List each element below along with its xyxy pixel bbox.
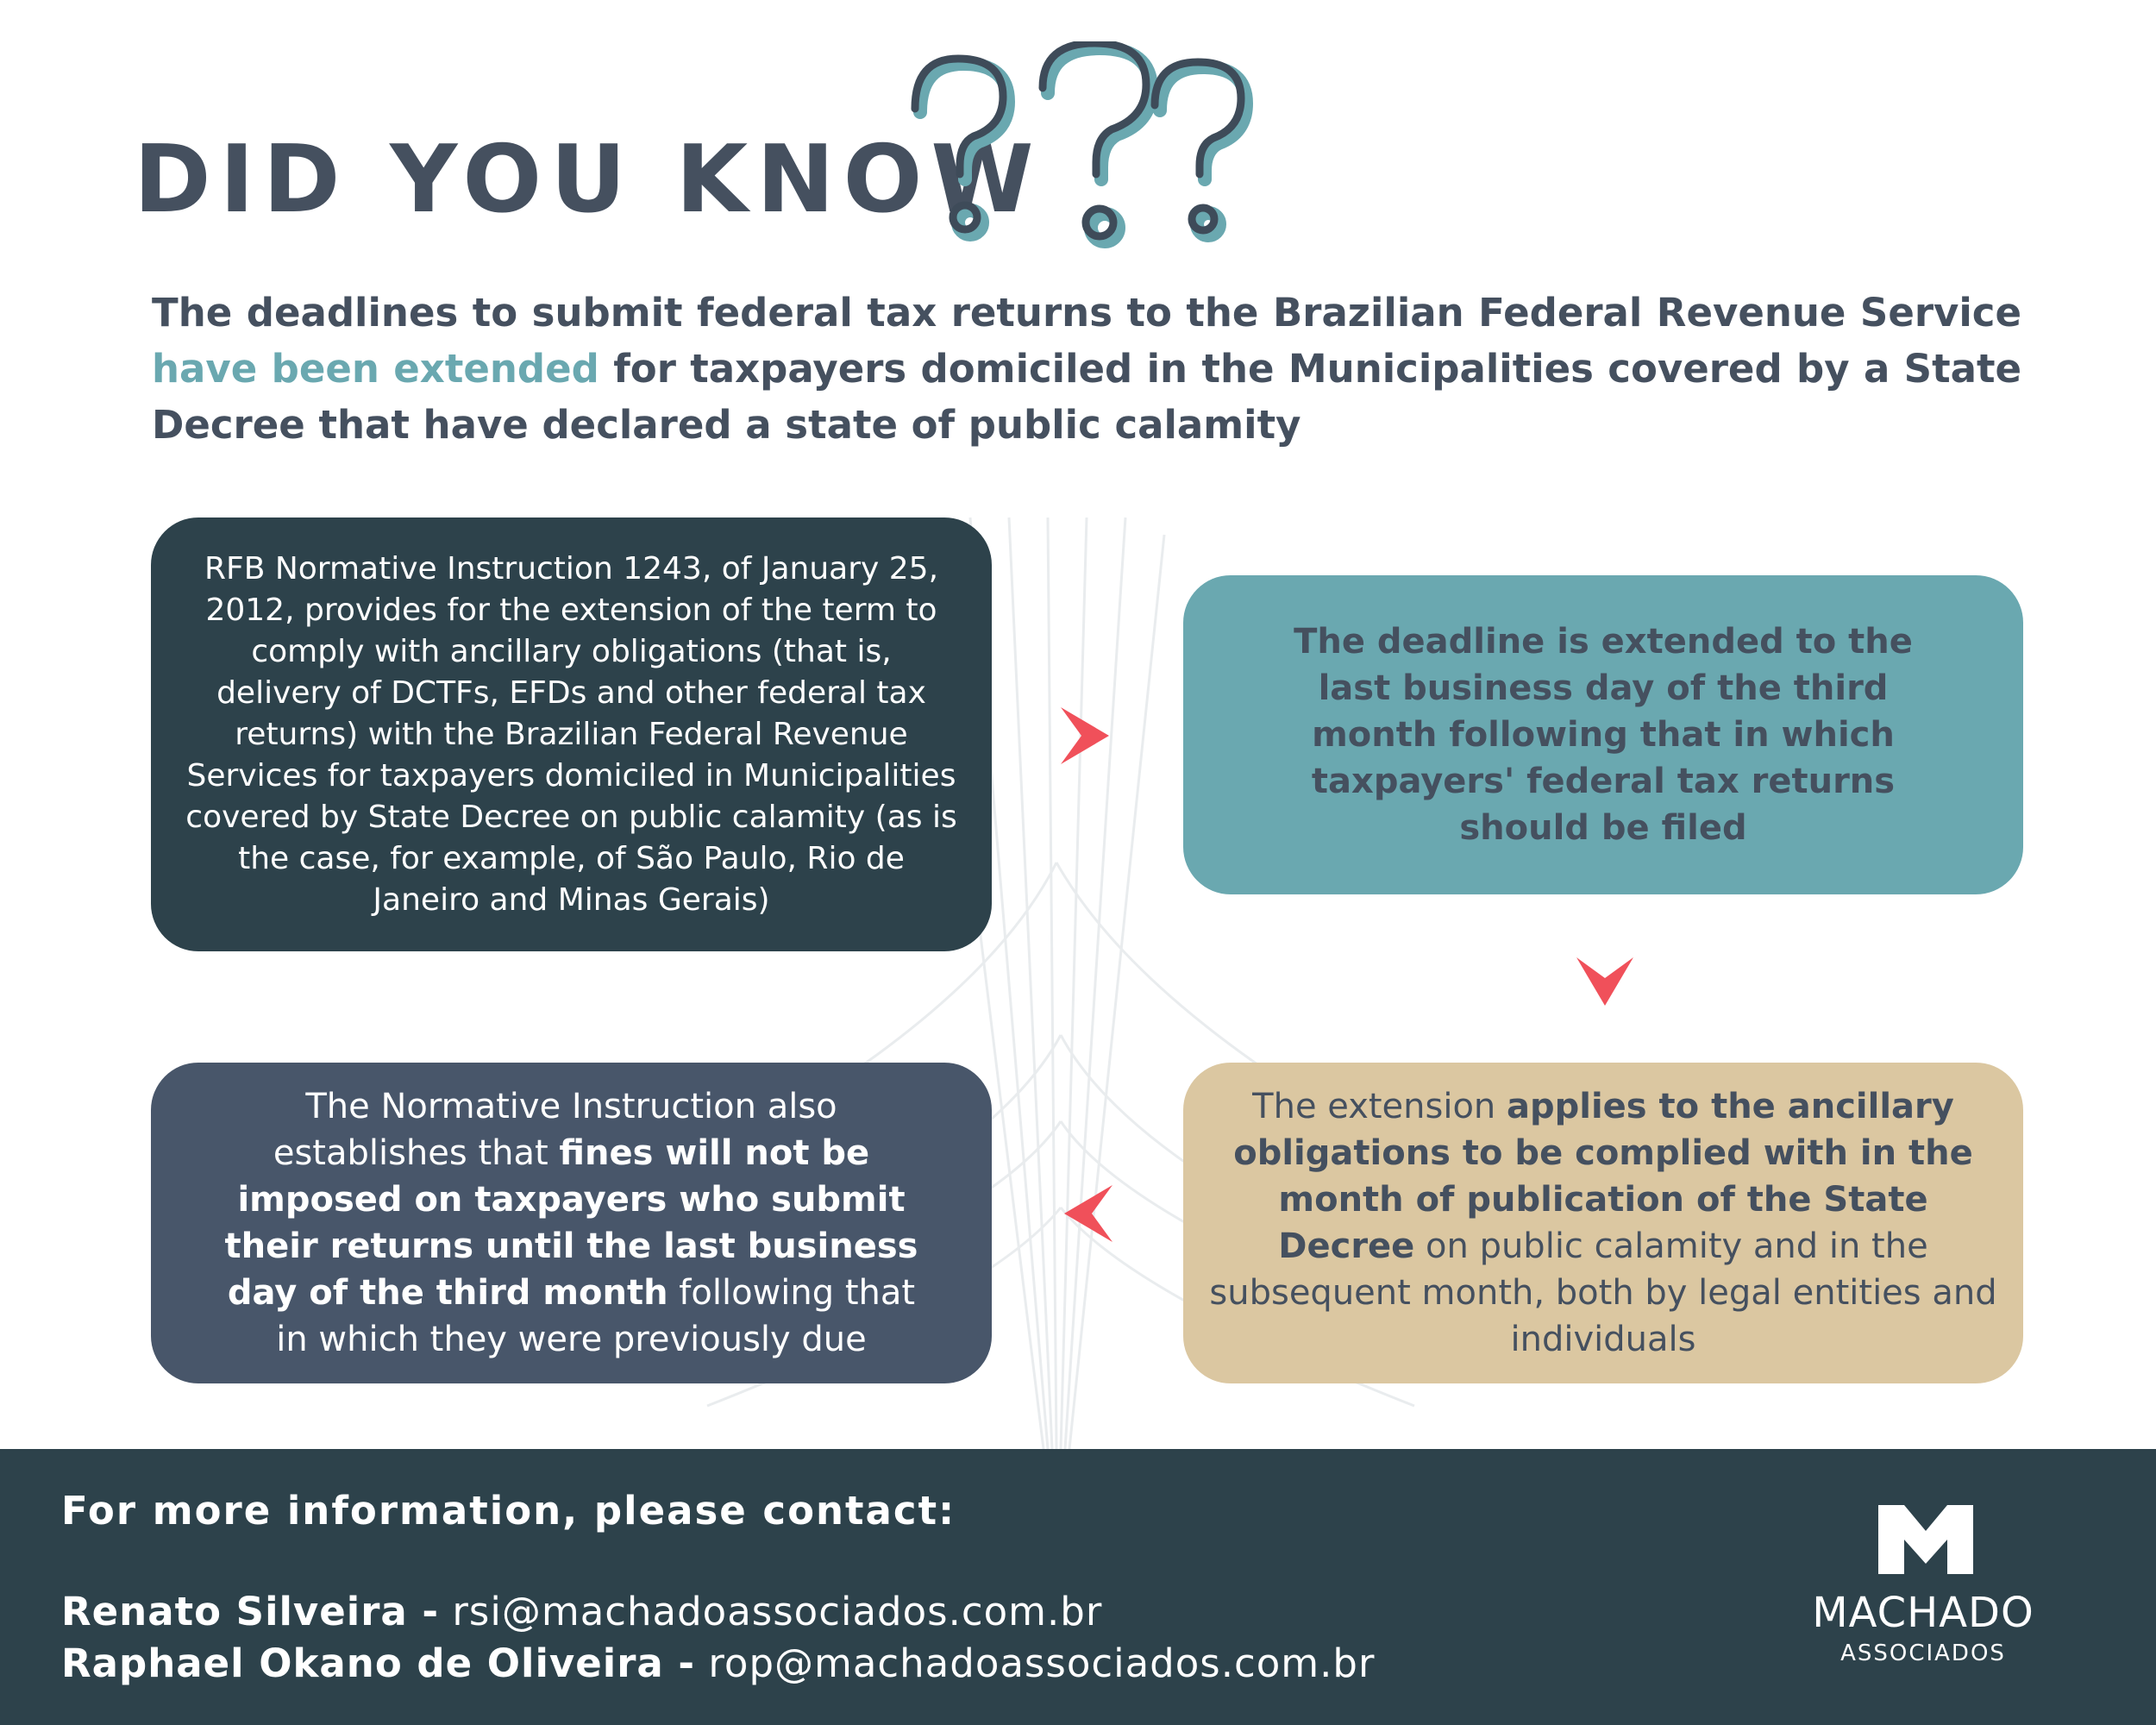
contact-email-link[interactable]: rsi@machadoassociados.com.br xyxy=(439,1589,1103,1634)
extension-text-a: The extension xyxy=(1252,1087,1507,1126)
intro-part1: The deadlines to submit federal tax returns to the Brazilian Federal Revenue Service xyxy=(152,290,2021,336)
page-title: DID YOU KNOW xyxy=(134,126,1043,234)
normative-instruction-text: RFB Normative Instruction 1243, of January 25, 2012, provides for the extension of the term to comply with ancillary obligations (that is, delivery of DCTFs, EFDs and other federal tax returns) with the Brazilian Federal Revenue Services for taxpayers domiciled in Municipalities covered by State Decree on public calamity (as is the case, for example, of São Paulo, Rio de Janeiro and Minas Gerais) xyxy=(185,550,957,918)
fines-text-b: fines will not be imposed on taxpayers who submit their returns until the last business day of the third month xyxy=(224,1133,918,1313)
intro-highlight: have been extended xyxy=(152,346,599,392)
deadline-card xyxy=(1183,575,2023,894)
logo-name: MACHADO xyxy=(1812,1589,2034,1637)
fines-text-c: following that in which they were previously due xyxy=(276,1273,916,1359)
contact-name: Raphael Okano de Oliveira - xyxy=(61,1640,696,1686)
normative-instruction-card xyxy=(151,518,992,951)
arrow-down-icon xyxy=(1575,956,1635,1007)
fines-text xyxy=(211,1083,931,1363)
machado-logo-icon xyxy=(1878,1505,1973,1574)
contact-email-link[interactable]: rop@machadoassociados.com.br xyxy=(695,1640,1376,1686)
contact-heading: For more information, please contact: xyxy=(61,1488,956,1534)
contact-row xyxy=(61,1589,1102,1634)
contact-row xyxy=(61,1640,1376,1686)
arrow-left-icon xyxy=(1062,1183,1114,1244)
intro-part2: for taxpayers domiciled in the Municipalities covered by a State Decree that have declared a state of public calamity xyxy=(152,346,2021,448)
fines-card xyxy=(151,1063,992,1383)
extension-text xyxy=(1205,1083,2002,1363)
intro-text xyxy=(152,285,2021,453)
deadline-text: The deadline is extended to the last business day of the third month following that in which taxpayers' federal tax returns should be filed xyxy=(1294,622,1913,848)
extension-text-b: applies to the ancillary obligations to be complied with in the month of publication of the State Decree xyxy=(1233,1087,1973,1266)
contact-name: Renato Silveira - xyxy=(61,1589,440,1634)
arrow-right-icon xyxy=(1059,706,1111,766)
logo-subtitle: ASSOCIADOS xyxy=(1840,1640,2006,1666)
fines-text-a: The Normative Instruction also establishes that xyxy=(273,1087,837,1173)
question-marks-icon xyxy=(901,41,1281,266)
extension-text-c: on public calamity and in the subsequent month, both by legal entities and individuals xyxy=(1209,1226,1997,1359)
extension-card xyxy=(1183,1063,2023,1383)
contact-footer xyxy=(0,1449,2156,1725)
